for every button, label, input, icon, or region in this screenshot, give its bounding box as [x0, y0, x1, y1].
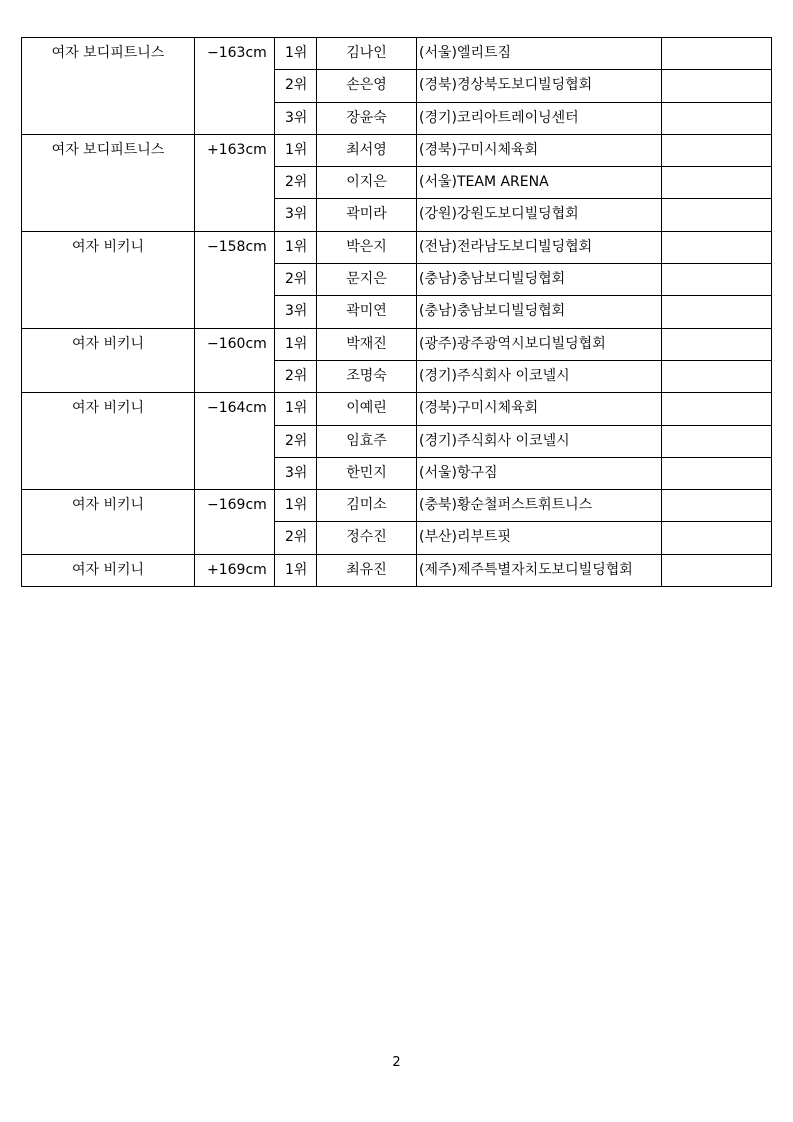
- athlete-name-cell: [317, 167, 417, 199]
- rank-label: 1위: [285, 335, 308, 352]
- affiliation-label: (부산)리부트핏: [419, 529, 512, 546]
- table-row: [22, 38, 772, 70]
- athlete-name: 곽미라: [346, 206, 387, 223]
- affiliation-label: (전남)전라남도보디빌딩협회: [419, 238, 593, 255]
- affiliation-label: (강원)강원도보디빌딩협회: [419, 206, 579, 223]
- affiliation-label-cell: [417, 296, 662, 328]
- page-number: 2: [392, 1055, 401, 1070]
- affiliation-label-cell: [417, 522, 662, 554]
- affiliation-label-cell: [417, 134, 662, 166]
- table-row: [22, 554, 772, 586]
- category-label: 여자 비키니: [71, 335, 145, 352]
- rank-label-cell: [275, 38, 317, 70]
- category-label: 여자 비키니: [71, 400, 145, 417]
- weight-class-label-cell: [195, 231, 275, 328]
- athlete-name: 문지은: [346, 271, 387, 288]
- affiliation-label: (광주)광주광역시보디빌딩협회: [419, 335, 606, 352]
- rank-label: 3위: [285, 206, 308, 223]
- results-table: [21, 37, 772, 587]
- weight-class-label: +163cm: [207, 141, 267, 158]
- weight-class-label-cell: [195, 490, 275, 555]
- athlete-name-cell: [317, 38, 417, 70]
- weight-class-label-cell: [195, 554, 275, 586]
- athlete-name: 곽미연: [346, 303, 387, 320]
- rank-label-cell: [275, 457, 317, 489]
- rank-label-cell: [275, 328, 317, 360]
- affiliation-label: (제주)제주특별자치도보디빌딩협회: [419, 561, 633, 578]
- athlete-name-cell: [317, 231, 417, 263]
- athlete-name-cell: [317, 522, 417, 554]
- athlete-name-cell: [317, 425, 417, 457]
- affiliation-label-cell: [417, 102, 662, 134]
- weight-class-label-cell: [195, 134, 275, 231]
- note-cell: [662, 328, 772, 360]
- results-body: [22, 38, 772, 587]
- category-label-cell: [22, 393, 195, 490]
- note-cell: [662, 360, 772, 392]
- category-label: 여자 비키니: [71, 238, 145, 255]
- affiliation-label-cell: [417, 393, 662, 425]
- affiliation-label-cell: [417, 328, 662, 360]
- weight-class-label-cell: [195, 393, 275, 490]
- weight-class-label-cell: [195, 38, 275, 135]
- note-cell: [662, 199, 772, 231]
- rank-label-cell: [275, 199, 317, 231]
- athlete-name: 김미소: [346, 497, 387, 514]
- category-label: 여자 보디피트니스: [51, 45, 165, 61]
- table-row: [22, 231, 772, 263]
- note-cell: [662, 457, 772, 489]
- affiliation-label: (서울)TEAM ARENA: [419, 174, 549, 191]
- note-cell: [662, 490, 772, 522]
- affiliation-label-cell: [417, 425, 662, 457]
- note-cell: [662, 264, 772, 296]
- affiliation-label: (서울)엘리트짐: [419, 45, 512, 61]
- table-row: [22, 393, 772, 425]
- category-label-cell: [22, 231, 195, 328]
- affiliation-label-cell: [417, 490, 662, 522]
- rank-label-cell: [275, 522, 317, 554]
- affiliation-label-cell: [417, 360, 662, 392]
- note-cell: [662, 425, 772, 457]
- weight-class-label: −160cm: [207, 335, 267, 352]
- athlete-name-cell: [317, 490, 417, 522]
- rank-label: 1위: [285, 238, 308, 255]
- athlete-name: 장윤숙: [346, 109, 387, 126]
- weight-class-label: −169cm: [207, 497, 267, 514]
- rank-label-cell: [275, 264, 317, 296]
- affiliation-label: (충남)충남보디빌딩협회: [419, 271, 566, 288]
- rank-label-cell: [275, 425, 317, 457]
- rank-label: 2위: [285, 271, 308, 288]
- rank-label: 2위: [285, 432, 308, 449]
- affiliation-label-cell: [417, 231, 662, 263]
- rank-label: 3위: [285, 303, 308, 320]
- rank-label-cell: [275, 231, 317, 263]
- athlete-name-cell: [317, 199, 417, 231]
- athlete-name-cell: [317, 102, 417, 134]
- affiliation-label: (경기)주식회사 이코넬시: [419, 432, 570, 449]
- athlete-name: 손은영: [346, 77, 387, 94]
- affiliation-label-cell: [417, 199, 662, 231]
- note-cell: [662, 296, 772, 328]
- athlete-name: 이예린: [346, 400, 387, 417]
- rank-label: 1위: [285, 561, 308, 578]
- affiliation-label: (서울)항구짐: [419, 464, 498, 481]
- category-label-cell: [22, 134, 195, 231]
- note-cell: [662, 522, 772, 554]
- athlete-name-cell: [317, 554, 417, 586]
- weight-class-label: −164cm: [207, 400, 267, 417]
- note-cell: [662, 134, 772, 166]
- affiliation-label: (경기)주식회사 이코넬시: [419, 367, 570, 384]
- affiliation-label-cell: [417, 70, 662, 102]
- note-cell: [662, 554, 772, 586]
- rank-label: 1위: [285, 45, 308, 61]
- athlete-name: 이지은: [346, 174, 387, 191]
- rank-label-cell: [275, 554, 317, 586]
- rank-label: 3위: [285, 109, 308, 126]
- athlete-name: 조명숙: [346, 367, 387, 384]
- note-cell: [662, 231, 772, 263]
- rank-label-cell: [275, 490, 317, 522]
- weight-class-label: +169cm: [207, 561, 267, 578]
- category-label-cell: [22, 38, 195, 135]
- athlete-name-cell: [317, 264, 417, 296]
- rank-label: 1위: [285, 497, 308, 514]
- rank-label-cell: [275, 167, 317, 199]
- affiliation-label-cell: [417, 38, 662, 70]
- category-label-cell: [22, 554, 195, 586]
- rank-label: 1위: [285, 141, 308, 158]
- rank-label: 2위: [285, 367, 308, 384]
- rank-label: 1위: [285, 400, 308, 417]
- affiliation-label: (경북)경상북도보디빌딩협회: [419, 77, 593, 94]
- athlete-name: 박재진: [346, 335, 387, 352]
- affiliation-label: (충북)황순철퍼스트휘트니스: [419, 497, 593, 514]
- athlete-name-cell: [317, 134, 417, 166]
- athlete-name: 정수진: [346, 529, 387, 546]
- affiliation-label: (충남)충남보디빌딩협회: [419, 303, 566, 320]
- table-row: [22, 490, 772, 522]
- athlete-name: 김나인: [346, 45, 387, 61]
- note-cell: [662, 393, 772, 425]
- note-cell: [662, 70, 772, 102]
- category-label: 여자 비키니: [71, 561, 145, 578]
- note-cell: [662, 102, 772, 134]
- rank-label-cell: [275, 393, 317, 425]
- affiliation-label: (경북)구미시체육회: [419, 141, 539, 158]
- rank-label-cell: [275, 296, 317, 328]
- affiliation-label: (경기)코리아트레이닝센터: [419, 109, 579, 126]
- athlete-name-cell: [317, 457, 417, 489]
- weight-class-label-cell: [195, 328, 275, 393]
- athlete-name: 박은지: [346, 238, 387, 255]
- athlete-name: 최서영: [346, 141, 387, 158]
- rank-label: 2위: [285, 529, 308, 546]
- affiliation-label-cell: [417, 167, 662, 199]
- category-label-cell: [22, 490, 195, 555]
- category-label-cell: [22, 328, 195, 393]
- rank-label-cell: [275, 134, 317, 166]
- athlete-name-cell: [317, 70, 417, 102]
- athlete-name-cell: [317, 393, 417, 425]
- table-row: [22, 134, 772, 166]
- affiliation-label: (경북)구미시체육회: [419, 400, 539, 417]
- note-cell: [662, 167, 772, 199]
- athlete-name: 임효주: [346, 432, 387, 449]
- athlete-name-cell: [317, 360, 417, 392]
- rank-label-cell: [275, 360, 317, 392]
- weight-class-label: −158cm: [207, 238, 267, 255]
- affiliation-label-cell: [417, 264, 662, 296]
- rank-label: 2위: [285, 77, 308, 94]
- rank-label: 2위: [285, 174, 308, 191]
- rank-label-cell: [275, 70, 317, 102]
- affiliation-label-cell: [417, 457, 662, 489]
- note-cell: [662, 38, 772, 70]
- table-row: [22, 328, 772, 360]
- athlete-name-cell: [317, 328, 417, 360]
- category-label: 여자 보디피트니스: [51, 141, 165, 158]
- rank-label: 3위: [285, 464, 308, 481]
- weight-class-label: −163cm: [207, 45, 267, 61]
- category-label: 여자 비키니: [71, 497, 145, 514]
- affiliation-label-cell: [417, 554, 662, 586]
- rank-label-cell: [275, 102, 317, 134]
- athlete-name-cell: [317, 296, 417, 328]
- athlete-name: 한민지: [346, 464, 387, 481]
- athlete-name: 최유진: [346, 561, 387, 578]
